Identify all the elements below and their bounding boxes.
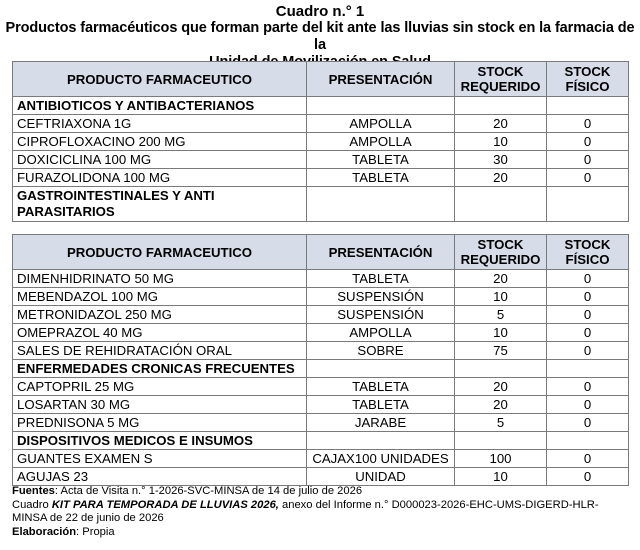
- cell-producto: AGUJAS 23: [13, 468, 307, 486]
- table-row: [13, 270, 629, 288]
- cell-fisico: 0: [547, 270, 629, 288]
- category-label: ANTIBIOTICOS Y ANTIBACTERIANOS: [13, 97, 307, 115]
- cell-requerido: 20: [455, 270, 547, 288]
- cell-producto: OMEPRAZOL 40 MG: [13, 324, 307, 342]
- cell-fisico: 0: [547, 468, 629, 486]
- cell-fisico: 0: [547, 288, 629, 306]
- table-row: [13, 396, 629, 414]
- category-label: GASTROINTESTINALES Y ANTI PARASITARIOS: [13, 187, 307, 222]
- table-row: [13, 378, 629, 396]
- caption-number: Cuadro n.° 1: [275, 3, 365, 20]
- cell-presentacion: TABLETA: [307, 396, 455, 414]
- cell-fisico: 0: [547, 450, 629, 468]
- table-row: [13, 169, 629, 187]
- cell-presentacion: AMPOLLA: [307, 324, 455, 342]
- cell-requerido: 5: [455, 306, 547, 324]
- table-header-row: [13, 62, 629, 97]
- cell-producto: CAPTOPRIL 25 MG: [13, 378, 307, 396]
- category-row: [13, 97, 629, 115]
- cell-presentacion: TABLETA: [307, 378, 455, 396]
- cell-presentacion: AMPOLLA: [307, 133, 455, 151]
- table-row: [13, 151, 629, 169]
- cell-requerido: 100: [455, 450, 547, 468]
- table-row: [13, 324, 629, 342]
- cell-producto: GUANTES EXAMEN S: [13, 450, 307, 468]
- cell-fisico: 0: [547, 378, 629, 396]
- cell-requerido: 30: [455, 151, 547, 169]
- header-producto: PRODUCTO FARMACEUTICO: [13, 235, 307, 270]
- cell-fisico: 0: [547, 306, 629, 324]
- cell-producto: MEBENDAZOL 100 MG: [13, 288, 307, 306]
- cell-producto: CEFTRIAXONA 1G: [13, 115, 307, 133]
- cell-fisico: 0: [547, 151, 629, 169]
- category-label: ENFERMEDADES CRONICAS FRECUENTES: [13, 360, 307, 378]
- cell-requerido: 20: [455, 169, 547, 187]
- cell-producto: PREDNISONA 5 MG: [13, 414, 307, 432]
- cell-fisico: 0: [547, 169, 629, 187]
- header-stock-fisico: STOCK FÍSICO: [547, 235, 629, 270]
- category-row: [13, 187, 629, 222]
- cell-presentacion: CAJAX100 UNIDADES: [307, 450, 455, 468]
- caption-title-line1: Productos farmacéuticos que forman parte del kit ante las lluvias sin stock en la farmacia de la: [5, 20, 635, 53]
- cell-requerido: 20: [455, 396, 547, 414]
- header-stock-requerido: STOCK REQUERIDO: [455, 235, 547, 270]
- inventory-table-1: [12, 61, 629, 222]
- cell-producto: DOXICICLINA 100 MG: [13, 151, 307, 169]
- table-row: [13, 306, 629, 324]
- cell-requerido: 20: [455, 378, 547, 396]
- table-row: [13, 115, 629, 133]
- cell-presentacion: TABLETA: [307, 151, 455, 169]
- category-row: [13, 360, 629, 378]
- header-presentacion: PRESENTACIÓN: [307, 235, 455, 270]
- cell-fisico: 0: [547, 396, 629, 414]
- cell-requerido: 20: [455, 115, 547, 133]
- cell-fisico: 0: [547, 342, 629, 360]
- cell-presentacion: JARABE: [307, 414, 455, 432]
- table-footnotes: [12, 485, 632, 539]
- cell-requerido: 10: [455, 324, 547, 342]
- cell-producto: METRONIDAZOL 250 MG: [13, 306, 307, 324]
- table-row: [13, 342, 629, 360]
- cell-presentacion: AMPOLLA: [307, 115, 455, 133]
- category-row: [13, 432, 629, 450]
- cell-producto: CIPROFLOXACINO 200 MG: [13, 133, 307, 151]
- table-row: [13, 133, 629, 151]
- header-stock-requerido: STOCK REQUERIDO: [455, 62, 547, 97]
- cell-requerido: 75: [455, 342, 547, 360]
- cell-presentacion: TABLETA: [307, 270, 455, 288]
- header-presentacion: PRESENTACIÓN: [307, 62, 455, 97]
- inventory-table-2: [12, 234, 629, 486]
- cell-producto: LOSARTAN 30 MG: [13, 396, 307, 414]
- footnote-elaboracion: Elaboración: Propia: [12, 525, 115, 538]
- header-stock-fisico: STOCK FÍSICO: [547, 62, 629, 97]
- cell-presentacion: SUSPENSIÓN: [307, 288, 455, 306]
- cell-fisico: 0: [547, 324, 629, 342]
- cell-requerido: 10: [455, 288, 547, 306]
- cell-presentacion: SUSPENSIÓN: [307, 306, 455, 324]
- cell-requerido: 10: [455, 468, 547, 486]
- header-producto: PRODUCTO FARMACEUTICO: [13, 62, 307, 97]
- cell-producto: FURAZOLIDONA 100 MG: [13, 169, 307, 187]
- cell-fisico: 0: [547, 414, 629, 432]
- category-label: DISPOSITIVOS MEDICOS E INSUMOS: [13, 432, 307, 450]
- cell-presentacion: UNIDAD: [307, 468, 455, 486]
- cell-fisico: 0: [547, 133, 629, 151]
- cell-presentacion: TABLETA: [307, 169, 455, 187]
- footnote-cuadro: Cuadro KIT PARA TEMPORADA DE LLUVIAS 2026, anexo del Informe n.° D000023-2026-EHC-UMS-DIGERD-HLR-MINSA de 22 de junio de 2026: [12, 498, 599, 524]
- cell-producto: DIMENHIDRINATO 50 MG: [13, 270, 307, 288]
- cell-requerido: 10: [455, 133, 547, 151]
- table-row: [13, 414, 629, 432]
- cell-producto: SALES DE REHIDRATACIÓN ORAL: [13, 342, 307, 360]
- table-row: [13, 288, 629, 306]
- table-header-row: [13, 235, 629, 270]
- table-row: [13, 450, 629, 468]
- table-row: [13, 468, 629, 486]
- footnote-fuentes: Fuentes: Acta de Visita n.° 1-2026-SVC-MINSA de 14 de julio de 2026: [12, 485, 363, 497]
- cell-requerido: 5: [455, 414, 547, 432]
- cell-presentacion: SOBRE: [307, 342, 455, 360]
- cell-fisico: 0: [547, 115, 629, 133]
